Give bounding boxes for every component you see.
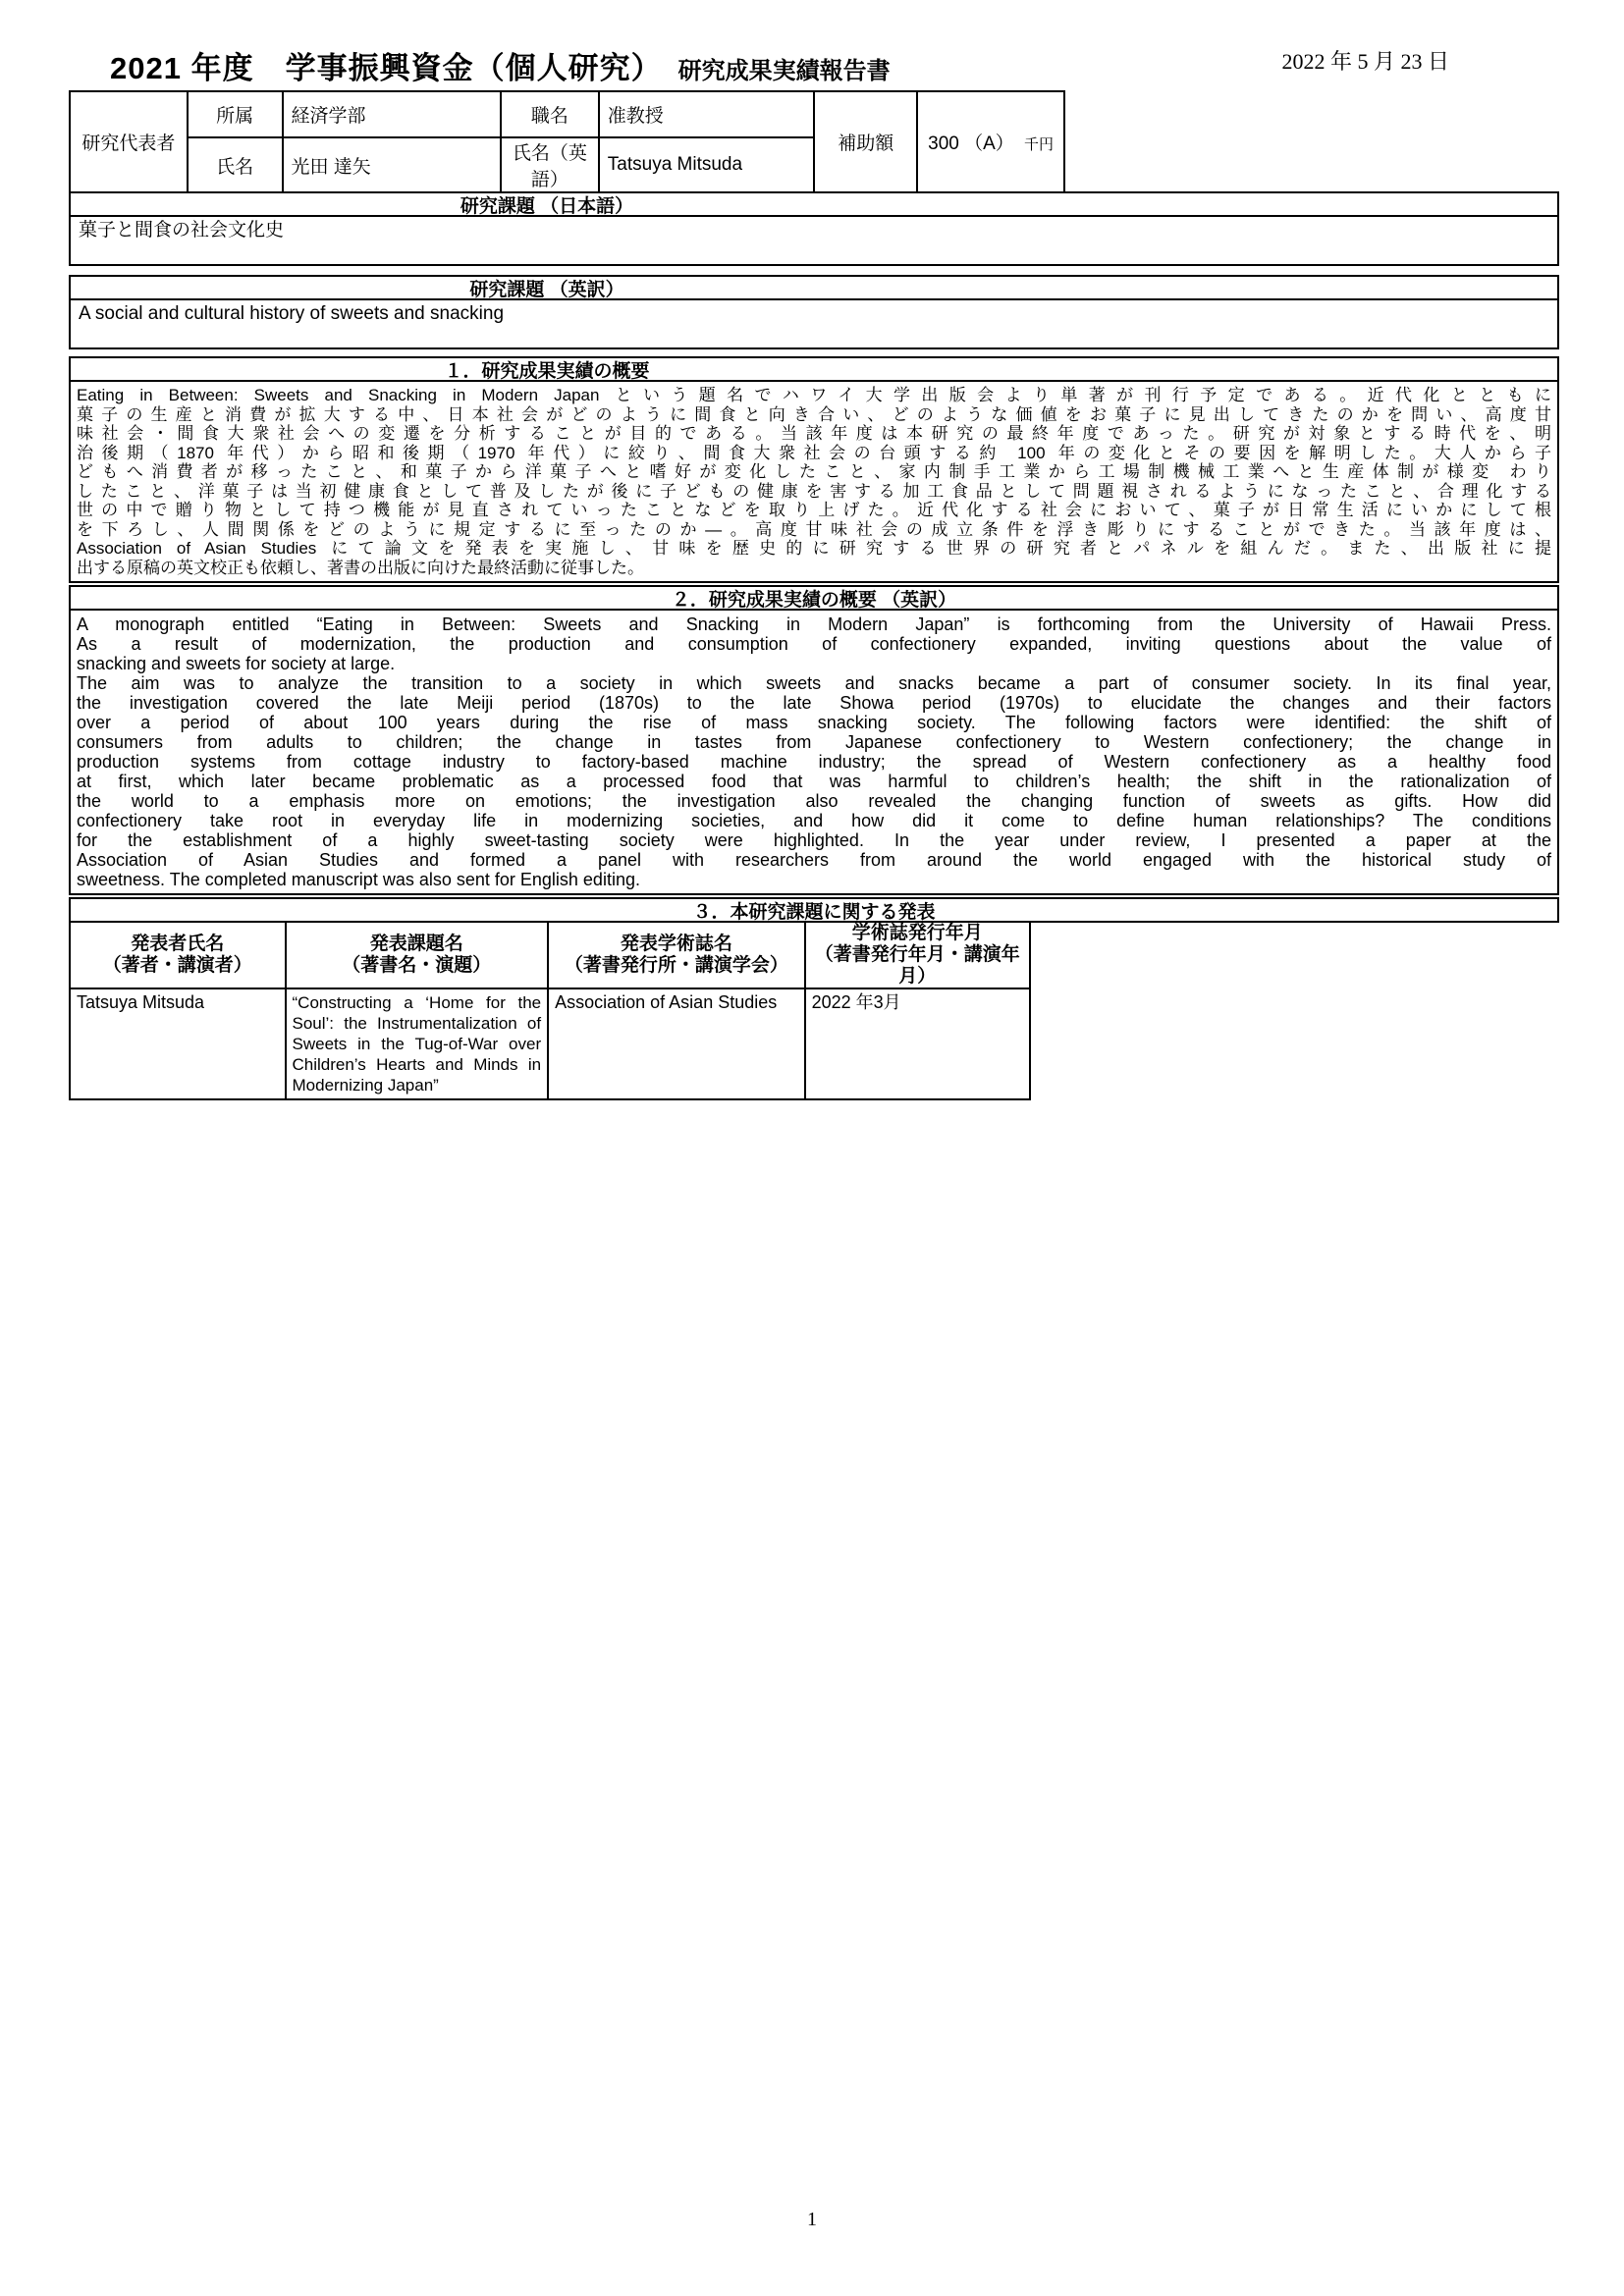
summary-ja-header (69, 356, 1559, 382)
col-header-author (70, 922, 286, 988)
paragraph-line: 味社会・間食大衆社会への変遷を分析することが目的である。当該年度は本研究の最終年度であった。研究が対象とする時代を、明 (77, 424, 1551, 443)
topic-en-header (69, 275, 1559, 300)
name-value-cell: 光田 達矢 (283, 137, 501, 192)
col-header-date-line1: 学術誌発行年月 (851, 923, 983, 943)
position-label-cell: 職名 (501, 91, 599, 137)
paragraph-line: production systems from cottage industry to factory-based machine industry; the spread of Western confectionery as a healthy food (77, 752, 1551, 772)
col-header-date (805, 922, 1030, 988)
presentations-header (69, 897, 1559, 923)
paragraph-line: The aim was to analyze the transition to a society in which sweets and snacks became a part of consumer society. In its final year, (77, 673, 1551, 693)
col-header-venue-line2: （著書発行所・講演学会） (564, 955, 788, 976)
topic-ja-value: 菓子と間食の社会文化史 (69, 217, 1559, 266)
subsidy-label-cell: 補助額 (814, 91, 917, 192)
paragraph-line: consumers from adults to children; the change in tastes from Japanese confectionery to Western confectionery; the change in (77, 732, 1551, 752)
summary-ja-body (69, 382, 1559, 583)
presentation-author-cell: Tatsuya Mitsuda (70, 988, 286, 1099)
col-header-title-line2: （著書名・演題） (342, 955, 492, 976)
paragraph-line: for the establishment of a highly sweet-tasting society were highlighted. In the year under review, I presented a paper at the (77, 830, 1551, 850)
page-number: 1 (807, 2209, 817, 2230)
col-header-title (286, 922, 549, 988)
subsidy-amount: 300 （A） (928, 133, 1014, 154)
name-en-label-cell: 氏名（英語） (501, 137, 599, 192)
name-label-cell: 氏名 (188, 137, 283, 192)
paragraph-line: 治後期（1870 年代）から昭和後期（1970 年代）に絞り、間食大衆社会の台頭する約 100 年の変化とその要因を解明した。大人から子 (77, 443, 1551, 462)
paragraph-line: at first, which later became problematic as a processed food that was harmful to children’s health; the shift in the rationalization of (77, 772, 1551, 791)
topic-en-header-label: 研究課題 （英訳） (469, 279, 624, 300)
title-main: 2021 年度 学事振興資金（個人研究） (110, 51, 663, 85)
paragraph-line: Eating in Between: Sweets and Snacking in Modern Japan という題名でハワイ大学出版会より単著が刊行予定である。近代化とともに (77, 386, 1551, 404)
name-en-value-cell: Tatsuya Mitsuda (599, 137, 815, 192)
paragraph-line: どもへ消費者が移ったこと、和菓子から洋菓子へと嗜好が変化したこと、家内制手工業から工場制機械工業へと生産体制が様変 わり (77, 462, 1551, 481)
paragraph-line: the world to a emphasis more on emotions; the investigation also revealed the changing function of sweets as gifts. How did (77, 791, 1551, 811)
paragraph-line: over a period of about 100 years during the rise of mass snacking society. The following factors were identified: the shift of (77, 713, 1551, 732)
subsidy-amount-wrap (918, 129, 1063, 155)
title-sub: 研究成果実績報告書 (677, 58, 891, 84)
presentations-table (69, 921, 1031, 1100)
col-header-title-line1: 発表課題名 (369, 934, 463, 954)
paragraph-line: sweetness. The completed manuscript was also sent for English editing. (77, 870, 640, 889)
paragraph-line: Association of Asian Studies and formed a panel with researchers from around the world engaged with the historical study of (77, 850, 1551, 870)
position-value-cell: 准教授 (599, 91, 815, 137)
paragraph-line: snacking and sweets for society at large. (77, 654, 396, 673)
topic-en-value: A social and cultural history of sweets and snacking (69, 300, 1559, 349)
affiliation-label-cell: 所属 (188, 91, 283, 137)
paragraph-line: confectionery take root in everyday life in modernizing societies, and how did it come to define human relationships? The conditions (77, 811, 1551, 830)
presentation-date-cell: 2022 年3月 (805, 988, 1030, 1099)
col-header-date-line2: （著書発行年月・講演年月） (814, 944, 1020, 987)
col-header-venue-line1: 発表学術誌名 (620, 934, 732, 954)
presentations-header-row (70, 922, 1030, 988)
presentation-venue-cell: Association of Asian Studies (548, 988, 804, 1099)
paragraph-line: したこと、洋菓子は当初健康食として普及したが後に子どもの健康を害する加工食品として問題視されるようになったこと、合理化する (77, 481, 1551, 501)
presentations-header-label: ３．本研究課題に関する発表 (692, 901, 936, 923)
summary-en-header (69, 585, 1559, 611)
summary-ja-header-label: １．研究成果実績の概要 (444, 360, 650, 382)
summary-en-header-label: ２．研究成果実績の概要 （英訳） (671, 589, 957, 611)
presentation-title-cell: “Constructing a ‘Home for the Soul’: the Instrumentalization of Sweets in the Tug-of-War over Children’s Hearts and Minds in Modernizing Japan” (286, 988, 549, 1099)
col-header-venue (548, 922, 804, 988)
col-header-author-line1: 発表者氏名 (131, 934, 225, 954)
paragraph-line: the investigation covered the late Meiji period (1870s) to the late Showa period (1970s) to elucidate the changes and their factors (77, 693, 1551, 713)
document-date: 2022 年 5 月 23 日 (1281, 49, 1449, 74)
topic-ja-header-label: 研究課題 （日本語） (460, 195, 634, 217)
paragraph-line: A monograph entitled “Eating in Between: Sweets and Snacking in Modern Japan” is forthcoming from the University of Hawaii Press. (77, 614, 1551, 634)
researcher-info-table (69, 90, 1065, 193)
paragraph-line: 菓子の生産と消費が拡大する中、日本社会がどのように間食と向き合い、どのような価値をお菓子に見出してきたのかを問い、高度甘 (77, 404, 1551, 424)
topic-ja-header (69, 191, 1559, 217)
col-header-author-line2: （著者・講演者） (102, 955, 252, 976)
summary-en-body (69, 611, 1559, 895)
paragraph-line: Association of Asian Studies にて論文を発表を実施し、甘味を歴史的に研究する世界の研究者とパネルを組んだ。また、出版社に提 (77, 539, 1551, 558)
representative-label-cell: 研究代表者 (70, 91, 188, 192)
document-title (69, 43, 1559, 90)
affiliation-value-cell: 経済学部 (283, 91, 501, 137)
subsidy-value-cell (917, 91, 1064, 192)
paragraph-line: 世の中で贈り物として持つ機能が見直されていったことなどを取り上げた。近代化する社会において、菓子が日常生活にいかにして根 (77, 501, 1551, 519)
document-content (69, 43, 1559, 1100)
paragraph-line: 出する原稿の英文校正も依頼し、著書の出版に向けた最終活動に従事した。 (77, 558, 644, 577)
presentation-row (70, 988, 1030, 1099)
paragraph-line: As a result of modernization, the production and consumption of confectionery expanded, inviting questions about the value of (77, 634, 1551, 654)
paragraph-line: を下ろし、人間関係をどのように規定するに至ったのか―。高度甘味社会の成立条件を浮き彫りにすることができた。当該年度は、 (77, 519, 1551, 539)
subsidy-unit: 千円 (1023, 136, 1054, 153)
